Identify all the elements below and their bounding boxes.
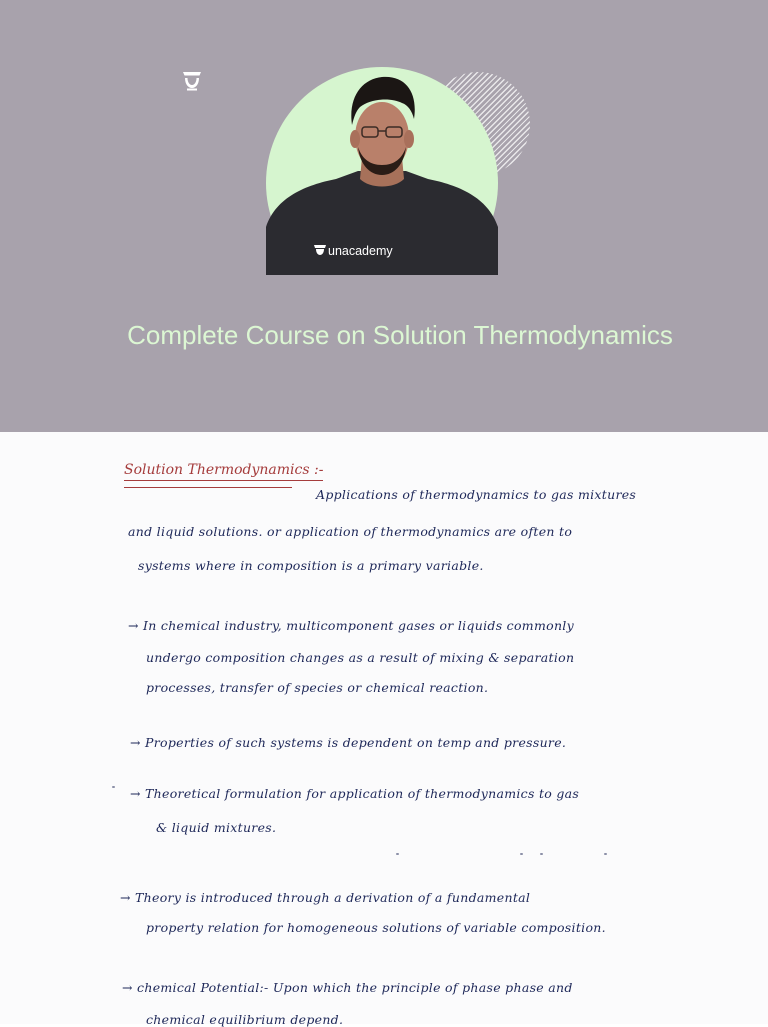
bullet-line: → Theory is introduced through a derivation of a fundamental xyxy=(120,890,531,905)
bullet-line: property relation for homogeneous solutions of variable composition. xyxy=(146,920,606,935)
bullet-line: → In chemical industry, multicomponent gases or liquids commonly xyxy=(128,618,574,633)
heading-underline xyxy=(124,487,292,488)
ink-dot xyxy=(396,853,399,855)
course-title: Complete Course on Solution Thermodynamics xyxy=(127,320,673,350)
ink-dot xyxy=(520,853,523,855)
bullet-line: undergo composition changes as a result of mixing & separation xyxy=(146,650,575,665)
notes-heading: Solution Thermodynamics :- xyxy=(124,462,323,481)
bullet-line: processes, transfer of species or chemical reaction. xyxy=(146,680,489,695)
intro-line: Applications of thermodynamics to gas mixtures xyxy=(316,487,637,502)
notes-page xyxy=(0,432,768,1027)
educator-photo xyxy=(266,67,498,275)
intro-line: and liquid solutions. or application of thermodynamics are often to xyxy=(128,524,573,539)
cover-lower-band xyxy=(0,275,768,432)
bullet-line: → Properties of such systems is dependent on temp and pressure. xyxy=(130,735,567,750)
unacademy-logo-icon xyxy=(181,70,203,92)
bullet-line: → chemical Potential:- Upon which the principle of phase phase and xyxy=(122,980,573,995)
ink-dot xyxy=(540,853,543,855)
intro-line: systems where in composition is a primary variable. xyxy=(138,558,484,573)
bullet-line: & liquid mixtures. xyxy=(156,820,277,835)
bullet-line: → Theoretical formulation for application of thermodynamics to gas xyxy=(130,786,580,801)
ink-dot xyxy=(112,786,115,788)
course-cover xyxy=(0,0,768,432)
bullet-line: chemical equilibrium depend. xyxy=(146,1012,344,1027)
shirt-brand-text: unacademy xyxy=(328,244,393,258)
ink-dot xyxy=(604,853,607,855)
